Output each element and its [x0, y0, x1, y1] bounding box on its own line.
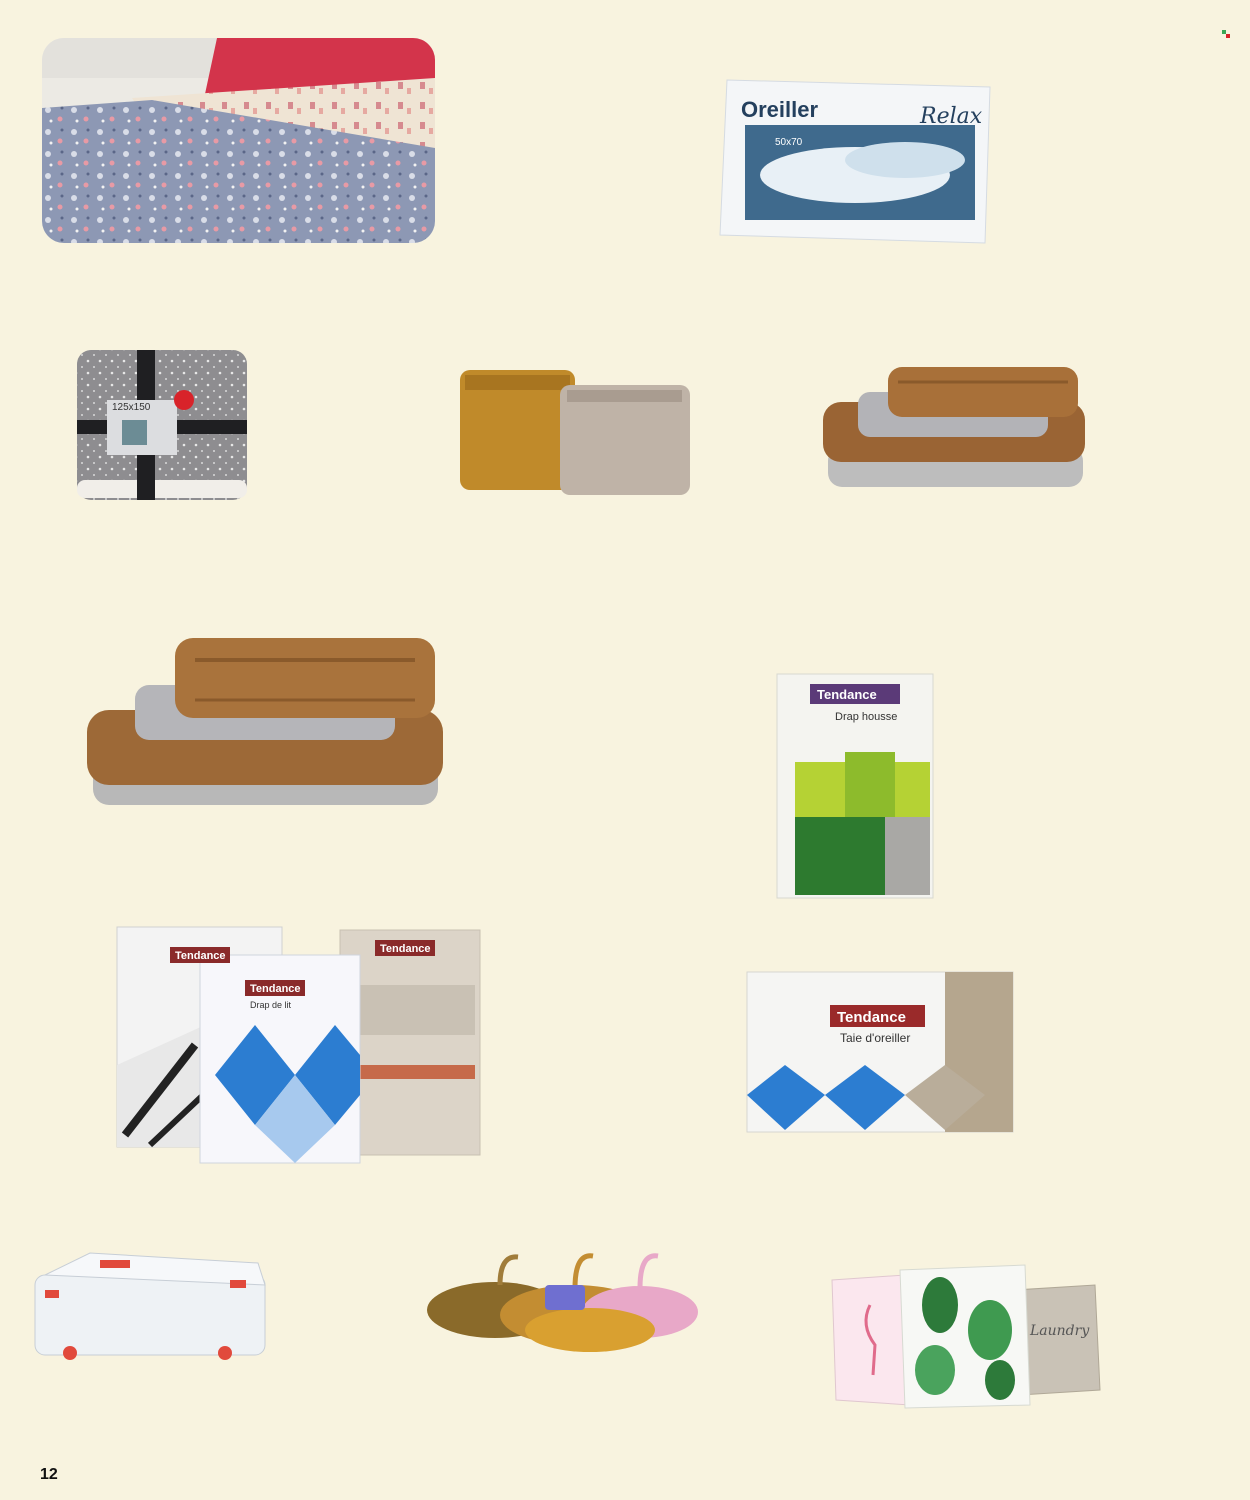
- svg-text:50x70: 50x70: [775, 137, 803, 148]
- oreiller-image: [715, 75, 995, 245]
- svg-text:Oreiller: Oreiller: [741, 97, 819, 122]
- ceintres-illustration: [425, 1240, 700, 1355]
- couette-illustration: [42, 38, 435, 243]
- plaid-illustration: [72, 345, 252, 505]
- oreiller-illustration: [715, 75, 995, 245]
- drap-imprime-illustration: [115, 925, 485, 1165]
- ceintres-image: [425, 1240, 700, 1355]
- svg-text:Tendance: Tendance: [250, 983, 301, 995]
- svg-text:125x150: 125x150: [112, 402, 151, 413]
- svg-text:Drap housse: Drap housse: [835, 711, 898, 723]
- drap-housse-image: [775, 672, 935, 900]
- svg-text:Relax: Relax: [920, 104, 983, 129]
- svg-text:Taie d'oreiller: Taie d'oreiller: [840, 1031, 911, 1045]
- drap-imprime-image: [115, 925, 485, 1165]
- page-number: 12: [40, 1466, 58, 1483]
- gant-image: [455, 365, 700, 505]
- drap-housse-illustration: [775, 672, 935, 900]
- drap-illustration: [85, 630, 445, 810]
- taie-image: [745, 970, 1015, 1135]
- rangement-illustration: [30, 1245, 270, 1365]
- gant-illustration: [455, 365, 700, 505]
- panier-illustration: [830, 1260, 1110, 1410]
- rangement-image: [30, 1245, 270, 1365]
- couette-image: [42, 38, 435, 243]
- drap-image: [85, 630, 445, 810]
- svg-text:Tendance: Tendance: [380, 943, 431, 955]
- svg-text:Tendance: Tendance: [817, 687, 877, 702]
- taie-illustration: [745, 970, 1015, 1135]
- serviette-illustration: [818, 362, 1090, 492]
- svg-text:Tendance: Tendance: [837, 1009, 906, 1026]
- corner-mark-icon: [1222, 30, 1230, 38]
- svg-text:Drap de lit: Drap de lit: [250, 1000, 292, 1010]
- panier-image: [830, 1260, 1110, 1410]
- svg-text:Laundry: Laundry: [1030, 1323, 1090, 1339]
- plaid-image: [72, 345, 252, 505]
- svg-text:Tendance: Tendance: [175, 950, 226, 962]
- serviette-image: [818, 362, 1090, 492]
